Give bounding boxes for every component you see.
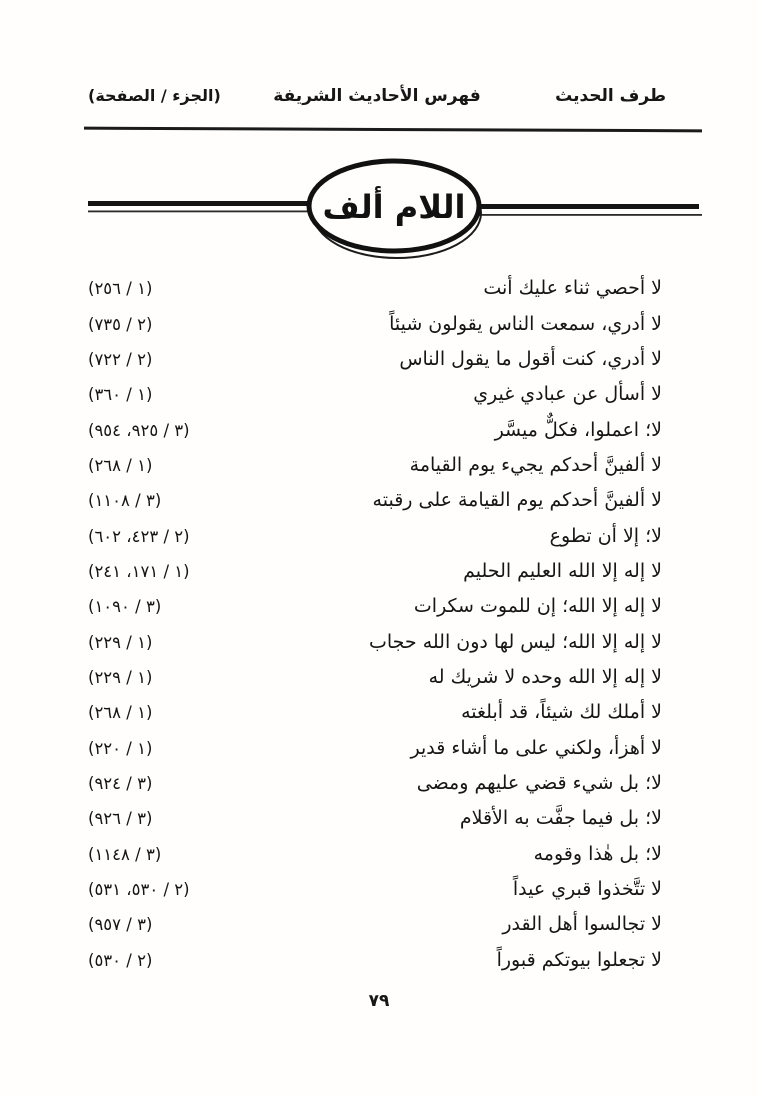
- hadith-text: لا ألفينَّ أحدكم يوم القيامة على رقبته: [372, 489, 662, 512]
- hadith-text: لا أدري، كنت أقول ما يقول الناس: [399, 347, 662, 370]
- hadith-text: لا إله إلا الله؛ إن للموت سكرات: [413, 595, 662, 618]
- volume-page-ref: (١ / ٢٢٩): [88, 667, 153, 687]
- volume-page-ref: (٢ / ٧٣٥): [88, 314, 153, 334]
- index-row: [88, 907, 662, 942]
- divider-line-left-thick: [88, 201, 312, 206]
- hadith-text: لا؛ اعملوا، فكلٌّ ميسَّر: [494, 418, 662, 441]
- divider-line-right-thin: [479, 214, 702, 216]
- hadith-text: لا أهزأ، ولكني على ما أشاء قدير: [410, 736, 662, 759]
- header-book-title: فهرس الأحاديث الشريفة: [273, 86, 481, 106]
- index-row: [88, 766, 662, 801]
- header-rule: [84, 127, 702, 132]
- index-row: [88, 872, 662, 907]
- section-divider: [0, 150, 758, 270]
- volume-page-ref: (٢ / ٧٢٢): [88, 349, 153, 369]
- index-row: [88, 377, 662, 412]
- index-row: [88, 589, 662, 624]
- volume-page-ref: (١ / ٢٥٦): [88, 279, 153, 299]
- index-row: [88, 554, 662, 589]
- hadith-text: لا تجالسوا أهل القدر: [502, 913, 662, 936]
- index-row: [88, 837, 662, 872]
- volume-page-ref: (٢ / ٥٣٠، ٥٣١): [88, 880, 190, 900]
- hadith-text: لا؛ بل شيء قضي عليهم ومضى: [416, 771, 662, 794]
- volume-page-ref: (١ / ٣٦٠): [88, 385, 153, 405]
- hadith-text: لا؛ بل هٰذا وقومه: [533, 842, 662, 865]
- index-row: [88, 412, 662, 447]
- hadith-text: لا إله إلا الله؛ ليس لها دون الله حجاب: [368, 630, 662, 653]
- index-row: [88, 448, 662, 483]
- index-row: [88, 518, 662, 553]
- volume-page-ref: (٢ / ٤٢٣، ٦٠٢): [88, 526, 190, 546]
- hadith-text: لا أدري، سمعت الناس يقولون شيئاً: [389, 312, 662, 335]
- index-row: [88, 730, 662, 765]
- hadith-text: لا إله إلا الله العليم الحليم: [463, 559, 662, 582]
- volume-page-ref: (١ / ٢٢٩): [88, 632, 153, 652]
- index-row: [88, 943, 662, 978]
- header-hadith-column-label: طرف الحديث: [555, 86, 666, 106]
- page-number: ٧٩: [368, 991, 390, 1011]
- index-row: [88, 695, 662, 730]
- section-title: اللام ألف: [322, 188, 466, 226]
- hadith-text: لا تجعلوا بيوتكم قبوراً: [496, 948, 662, 971]
- hadith-text: لا ألفينَّ أحدكم يجيء يوم القيامة: [409, 453, 662, 476]
- volume-page-ref: (٣ / ١١٤٨): [88, 844, 162, 864]
- index-row: [88, 624, 662, 659]
- volume-page-ref: (٣ / ٩٢٥، ٩٥٤): [88, 420, 190, 440]
- volume-page-ref: (١ / ٢٢٠): [88, 738, 153, 758]
- index-row: [88, 306, 662, 341]
- hadith-text: لا؛ إلا أن تطوع: [549, 524, 662, 547]
- hadith-text: لا أملك لك شيئاً، قد أبلغته: [461, 701, 662, 724]
- index-row: [88, 271, 662, 306]
- volume-page-ref: (١ / ١٧١، ٢٤١): [88, 561, 190, 581]
- volume-page-ref: (٢ / ٥٣٠): [88, 950, 153, 970]
- volume-page-ref: (١ / ٢٦٨): [88, 455, 153, 475]
- hadith-index-list: [88, 271, 662, 978]
- hadith-text: لا تتَّخذوا قبري عيداً: [512, 878, 662, 901]
- hadith-text: لا؛ بل فيما جفَّت به الأقلام: [459, 807, 662, 830]
- index-row: [88, 483, 662, 518]
- index-row: [88, 660, 662, 695]
- volume-page-ref: (١ / ٢٦٨): [88, 703, 153, 723]
- volume-page-ref: (٣ / ٩٢٤): [88, 773, 153, 793]
- volume-page-ref: (٣ / ١١٠٨): [88, 491, 162, 511]
- hadith-text: لا أسأل عن عبادي غيري: [473, 383, 662, 406]
- index-row: [88, 801, 662, 836]
- hadith-text: لا أحصي ثناء عليك أنت: [483, 277, 662, 300]
- volume-page-ref: (٣ / ١٠٩٠): [88, 597, 162, 617]
- hadith-text: لا إله إلا الله وحده لا شريك له: [428, 665, 662, 688]
- header-volume-page-label: (الجزء / الصفحة): [88, 86, 221, 105]
- volume-page-ref: (٣ / ٩٥٧): [88, 915, 153, 935]
- divider-line-left-thin: [88, 211, 316, 213]
- volume-page-ref: (٣ / ٩٢٦): [88, 809, 153, 829]
- page-header: [88, 86, 666, 106]
- section-divider-graphic: [0, 150, 758, 270]
- index-row: [88, 342, 662, 377]
- divider-line-right-thick: [477, 204, 699, 209]
